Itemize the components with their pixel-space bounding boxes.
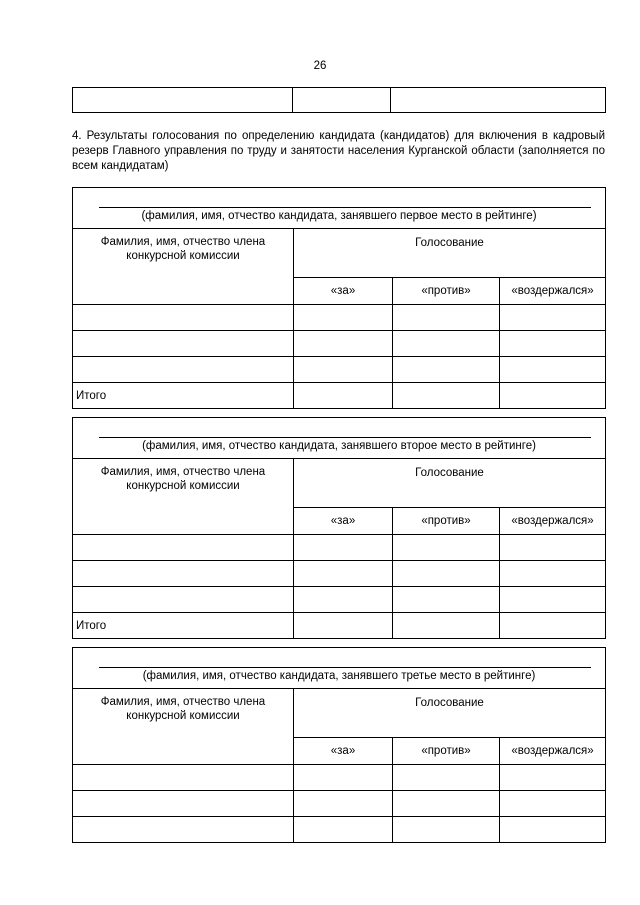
member-header: Фамилия, имя, отчество члена конкурсной комиссии: [73, 229, 294, 305]
total-row: [73, 383, 606, 409]
section-heading: 4. Результаты голосования по определению кандидата (кандидатов) для включения в кадровый резерв Главного управления по труду и занятости населения Курганской области (заполняется по всем кандидатам): [72, 130, 605, 172]
abstained-header: «воздержался»: [500, 508, 606, 535]
table-row: [73, 535, 606, 561]
candidate-row: [73, 188, 606, 229]
candidate-cell: [73, 648, 606, 689]
voting-header: Голосование: [294, 689, 606, 738]
table-row: [73, 561, 606, 587]
against-header: «против»: [393, 738, 500, 765]
header-row: [73, 459, 606, 508]
total-row: [73, 613, 606, 639]
header-row: [73, 689, 606, 738]
for-header: «за»: [294, 738, 393, 765]
table-row: [73, 88, 606, 113]
abstained-header: «воздержался»: [500, 738, 606, 765]
candidate-caption: (фамилия, имя, отчество кандидата, занявшего второе место в рейтинге): [142, 440, 536, 452]
candidate-row: [73, 418, 606, 459]
table-cell: [73, 88, 293, 113]
candidate-cell: [73, 188, 606, 229]
table-row: [73, 331, 606, 357]
voting-header: Голосование: [294, 229, 606, 278]
against-header: «против»: [393, 508, 500, 535]
abstained-header: «воздержался»: [500, 278, 606, 305]
total-label: Итого: [73, 383, 294, 409]
voting-table-first: [72, 187, 606, 409]
candidate-row: [73, 648, 606, 689]
candidate-name-line: [99, 437, 591, 438]
previous-table-tail: [72, 87, 606, 113]
table-cell: [293, 88, 391, 113]
table-row: [73, 765, 606, 791]
candidate-caption: (фамилия, имя, отчество кандидата, занявшего первое место в рейтинге): [141, 210, 537, 222]
total-label: Итого: [73, 613, 294, 639]
for-header: «за»: [294, 278, 393, 305]
for-header: «за»: [294, 508, 393, 535]
candidate-caption: (фамилия, имя, отчество кандидата, занявшего третье место в рейтинге): [142, 670, 536, 682]
header-row: [73, 229, 606, 278]
table-row: [73, 587, 606, 613]
voting-header: Голосование: [294, 459, 606, 508]
table-cell: [391, 88, 606, 113]
page-number: 26: [313, 60, 327, 72]
member-header: Фамилия, имя, отчество члена конкурсной комиссии: [73, 689, 294, 765]
table-row: [73, 305, 606, 331]
voting-table-third: [72, 647, 606, 843]
voting-table-second: [72, 417, 606, 639]
member-header: Фамилия, имя, отчество члена конкурсной комиссии: [73, 459, 294, 535]
table-row: [73, 357, 606, 383]
candidate-cell: [73, 418, 606, 459]
candidate-name-line: [99, 667, 591, 668]
against-header: «против»: [393, 278, 500, 305]
table-row: [73, 817, 606, 843]
table-row: [73, 791, 606, 817]
candidate-name-line: [99, 207, 591, 208]
